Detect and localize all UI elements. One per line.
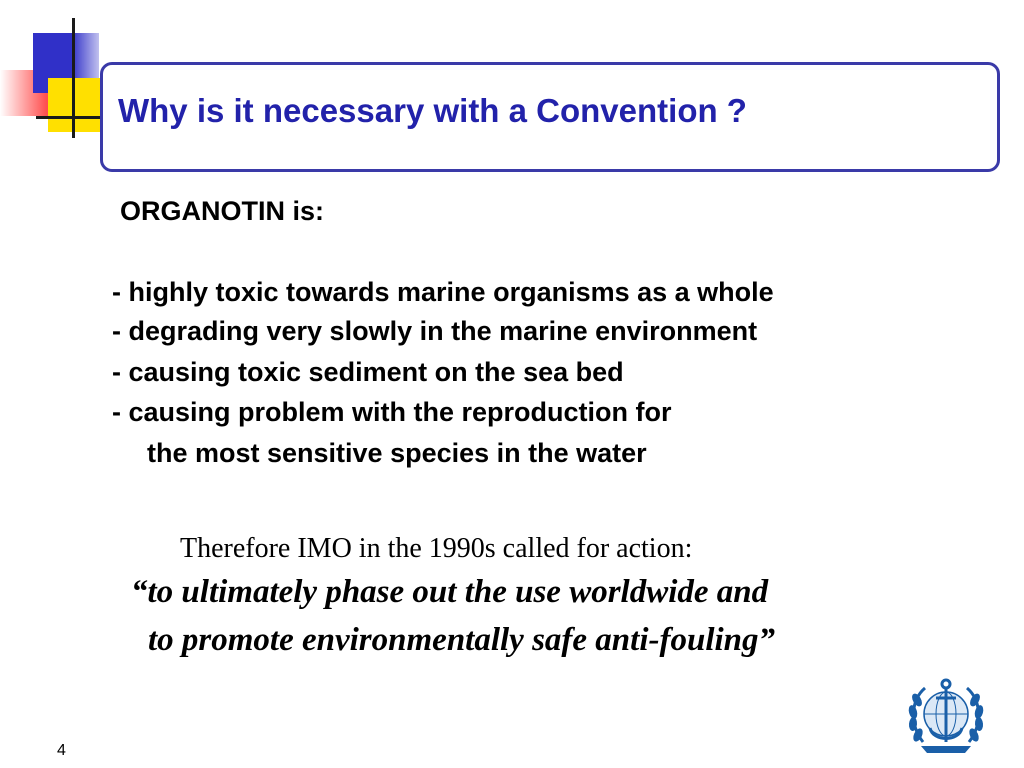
bullet-item: - causing problem with the reproduction for bbox=[112, 397, 672, 427]
intro-heading: ORGANOTIN is: bbox=[120, 196, 325, 226]
page-number: 4 bbox=[57, 742, 66, 759]
imo-emblem-icon bbox=[903, 676, 989, 756]
bullet-item: - degrading very slowly in the marine environment bbox=[112, 316, 758, 346]
bullet-item: - highly toxic towards marine organisms as a whole bbox=[112, 277, 774, 307]
quote-line: to promote environmentally safe anti-fouling” bbox=[148, 622, 776, 658]
slide-title: Why is it necessary with a Convention ? bbox=[118, 92, 747, 129]
decorative-horizontal-line bbox=[36, 116, 106, 119]
therefore-statement: Therefore IMO in the 1990s called for action: bbox=[180, 533, 693, 564]
bullet-continuation: the most sensitive species in the water bbox=[147, 438, 647, 468]
quote-line: “to ultimately phase out the use worldwide and bbox=[131, 574, 769, 610]
bullet-item: - causing toxic sediment on the sea bed bbox=[112, 357, 624, 387]
decorative-vertical-line bbox=[72, 18, 75, 138]
